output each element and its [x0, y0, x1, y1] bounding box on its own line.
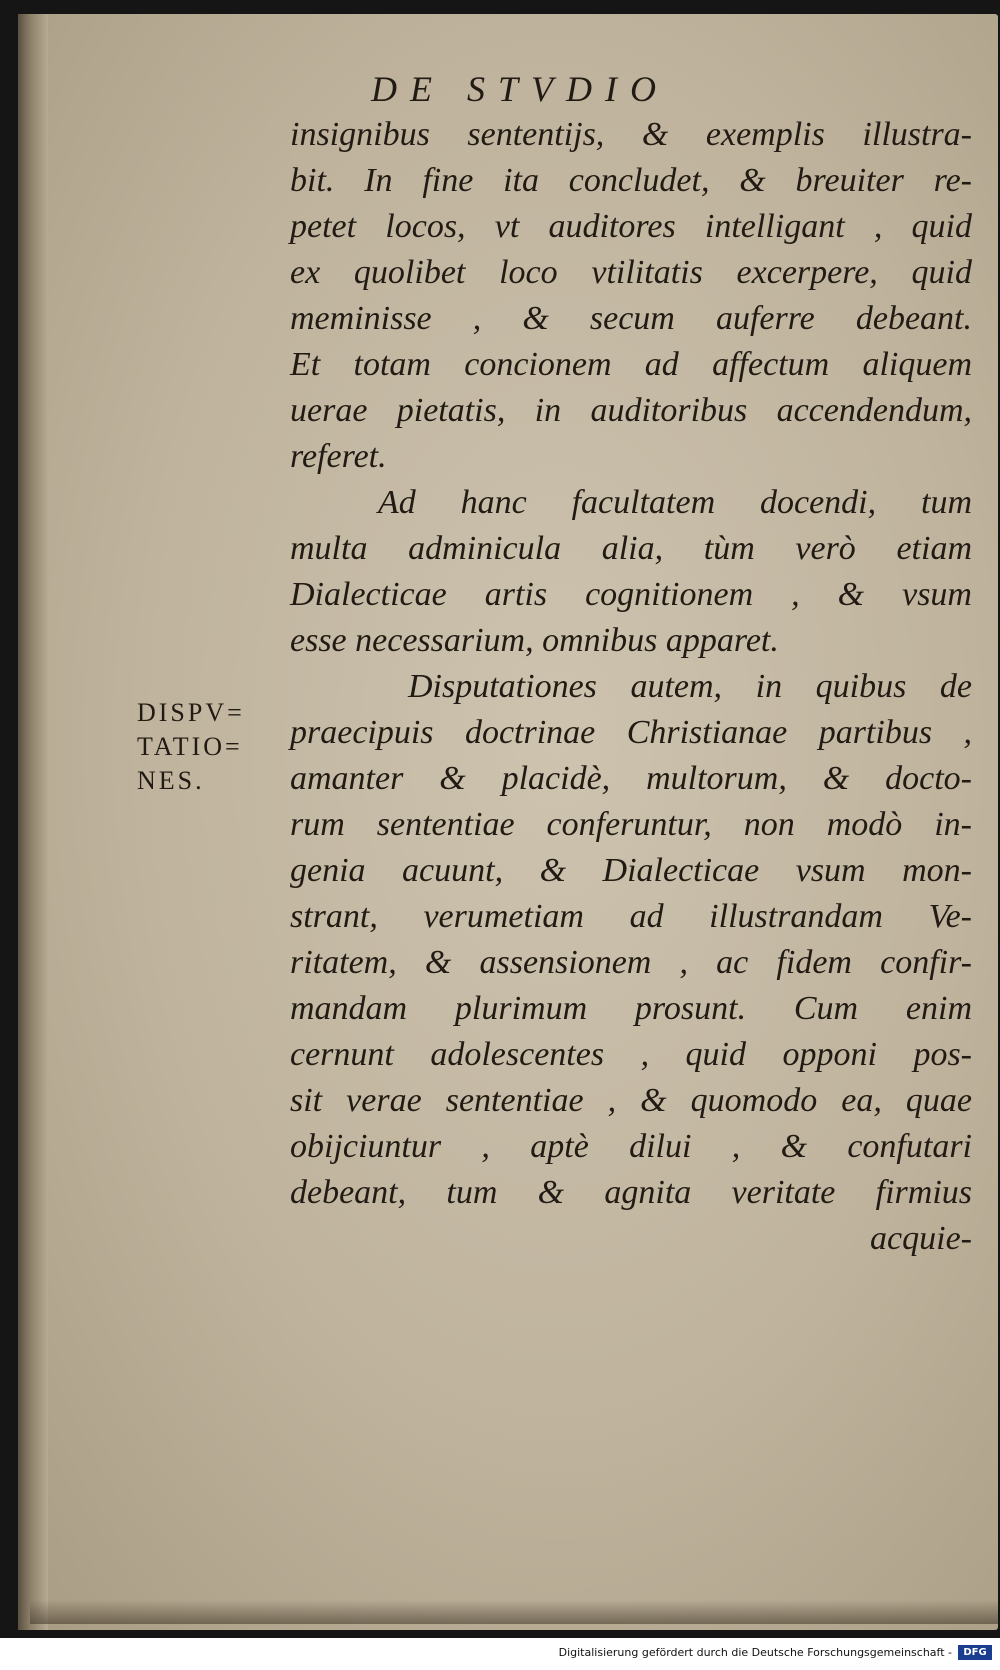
text-line: obijciuntur , aptè dilui , & confutari — [290, 1128, 972, 1165]
text-line: genia acuunt, & Dialecticae vsum mon- — [290, 852, 972, 889]
dfg-logo: DFG — [958, 1645, 992, 1660]
text-line: petet locos, vt auditores intelligant , quid — [290, 208, 972, 245]
text-line: Dialecticae artis cognitionem , & vsum — [290, 576, 972, 613]
text-line: bit. In fine ita concludet, & breuiter re- — [290, 162, 972, 199]
body-text — [290, 112, 972, 1262]
text-line: sit verae sententiae , & quomodo ea, quae — [290, 1082, 972, 1119]
marginal-note-line: TATIO= — [137, 732, 243, 761]
text-line: amanter & placidè, multorum, & docto- — [290, 760, 972, 797]
text-line: Ad hanc facultatem docendi, tum — [378, 484, 972, 521]
text-line: Disputationes autem, in quibus de — [408, 668, 972, 705]
text-line: strant, verumetiam ad illustrandam Ve- — [290, 898, 972, 935]
text-line: meminisse , & secum auferre debeant. — [290, 300, 972, 337]
text-line: referet. — [290, 438, 387, 475]
funding-credit: Digitalisierung gefördert durch die Deutsche Forschungsgemeinschaft - — [558, 1646, 952, 1659]
page-bottom-edge — [30, 1600, 998, 1624]
text-line: mandam plurimum prosunt. Cum enim — [290, 990, 972, 1027]
text-line: esse necessarium, omnibus apparet. — [290, 622, 779, 659]
text-line: ex quolibet loco vtilitatis excerpere, quid — [290, 254, 972, 291]
marginal-note-line: DISPV= — [137, 698, 245, 727]
text-line: multa adminicula alia, tùm verò etiam — [290, 530, 972, 567]
text-line: Et totam concionem ad affectum aliquem — [290, 346, 972, 383]
running-header: DE STVDIO — [371, 69, 669, 109]
text-line: uerae pietatis, in auditoribus accendendum, — [290, 392, 972, 429]
marginal-note — [137, 696, 245, 798]
footer-bar — [0, 1638, 1000, 1670]
text-line: insignibus sententijs, & exemplis illustra- — [290, 116, 972, 153]
page-gutter — [18, 14, 48, 1630]
text-line: cernunt adolescentes , quid opponi pos- — [290, 1036, 972, 1073]
marginal-note-line: NES. — [137, 766, 205, 795]
catchword: acquie- — [870, 1220, 972, 1257]
text-line: praecipuis doctrinae Christianae partibus , — [290, 714, 972, 751]
text-line: debeant, tum & agnita veritate firmius — [290, 1174, 972, 1211]
text-line: ritatem, & assensionem , ac fidem confir- — [290, 944, 972, 981]
text-line: rum sententiae conferuntur, non modò in- — [290, 806, 972, 843]
